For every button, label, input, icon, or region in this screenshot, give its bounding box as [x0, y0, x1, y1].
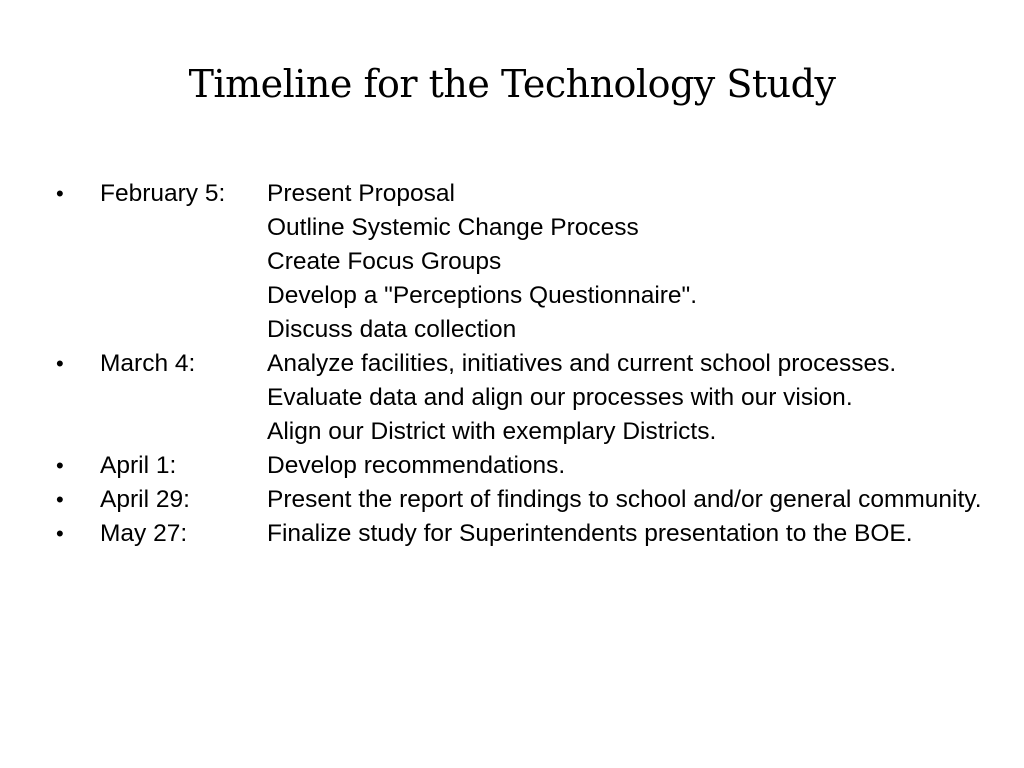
slide-title: Timeline for the Technology Study	[188, 62, 836, 106]
entry-tasks	[267, 180, 986, 343]
task-item: Create Focus Groups	[267, 248, 502, 275]
timeline-entry-february-5	[56, 180, 986, 343]
entry-date: May 27:	[100, 520, 188, 547]
entry-date: April 1:	[100, 452, 177, 479]
timeline-entry-april-1	[56, 452, 986, 479]
bullet-icon: •	[56, 453, 64, 478]
entry-tasks	[267, 486, 986, 513]
task-item: Discuss data collection	[267, 316, 517, 343]
task-item: Present Proposal	[267, 180, 455, 207]
task-item: Present the report of findings to school and/or general community.	[267, 486, 982, 513]
bullet-icon: •	[56, 487, 64, 512]
task-item: Outline Systemic Change Process	[267, 214, 639, 241]
entry-date: February 5:	[100, 180, 226, 207]
entry-tasks	[267, 350, 986, 445]
timeline-entry-may-27	[56, 520, 986, 547]
entry-tasks	[267, 452, 986, 479]
task-item: Develop recommendations.	[267, 452, 566, 479]
task-item: Finalize study for Superintendents presentation to the BOE.	[267, 520, 913, 547]
bullet-icon: •	[56, 521, 64, 546]
bullet-icon: •	[56, 351, 64, 376]
task-item: Develop a "Perceptions Questionnaire".	[267, 282, 698, 309]
timeline-entry-march-4	[56, 350, 986, 445]
timeline-list	[56, 180, 986, 554]
task-item: Evaluate data and align our processes with our vision.	[267, 384, 853, 411]
task-item: Align our District with exemplary Districts.	[267, 418, 717, 445]
entry-date: March 4:	[100, 350, 196, 377]
timeline-entry-april-29	[56, 486, 986, 513]
task-item: Analyze facilities, initiatives and current school processes.	[267, 350, 897, 377]
entry-date: April 29:	[100, 486, 190, 513]
entry-tasks	[267, 520, 986, 547]
bullet-icon: •	[56, 181, 64, 206]
